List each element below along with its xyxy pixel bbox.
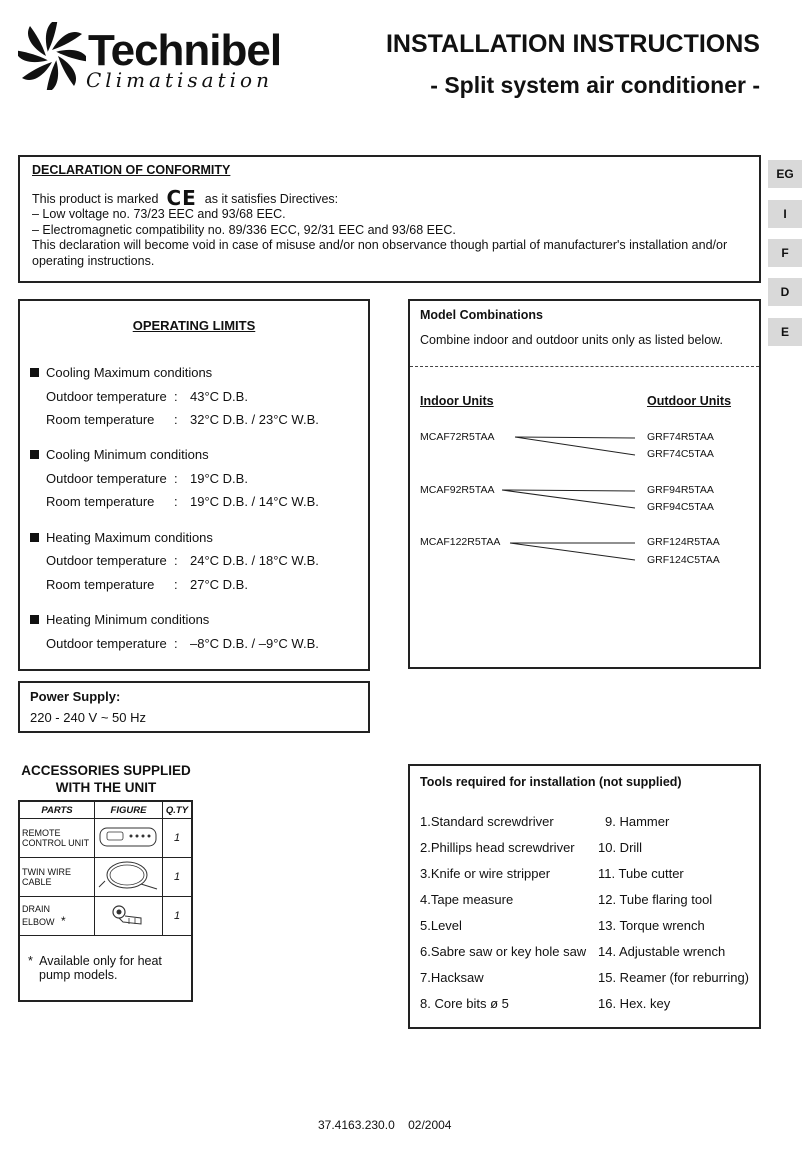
outdoor-unit: GRF94R5TAA xyxy=(647,484,714,496)
declaration-line2: – Low voltage no. 73/23 EEC and 93/68 EEC. xyxy=(32,207,286,221)
limit-row: Room temperature : 32°C D.B. / 23°C W.B. xyxy=(46,412,319,427)
bullet-square-icon xyxy=(30,533,39,542)
limit-row: Outdoor temperature : 43°C D.B. xyxy=(46,389,248,404)
table-row: DRAIN ELBOW * 1 xyxy=(20,897,191,936)
page-title: INSTALLATION INSTRUCTIONS xyxy=(385,30,760,58)
declaration-line3: – Electromagnetic compatibility no. 89/336 ECC, 92/31 EEC and 93/68 EEC. xyxy=(32,222,456,237)
tool-item: 6.Sabre saw or key hole saw xyxy=(420,944,587,959)
limit-row: Outdoor temperature : 19°C D.B. xyxy=(46,471,248,486)
tool-item: 2.Phillips head screwdriver xyxy=(420,840,575,855)
logo-sunburst-icon xyxy=(18,22,86,90)
tab-lang-d[interactable]: D xyxy=(768,278,802,306)
document-code: 37.4163.230.0 xyxy=(318,1118,395,1132)
operating-limits-title: OPERATING LIMITS xyxy=(132,318,256,333)
tab-lang-eg[interactable]: EG xyxy=(768,160,802,188)
tool-item: 15. Reamer (for reburring) xyxy=(598,970,749,985)
indoor-unit: MCAF72R5TAA xyxy=(420,431,495,443)
outdoor-unit: GRF124R5TAA xyxy=(647,536,720,548)
accessories-table xyxy=(20,802,191,936)
declaration-line4: This declaration will become void in case of misuse and/or non observance though partial of manufacturer's installation and/or operating instructions. xyxy=(32,238,728,268)
limit-row: Outdoor temperature : 24°C D.B. / 18°C W.B. xyxy=(46,553,319,568)
cooling-max-heading: Cooling Maximum conditions xyxy=(30,365,212,380)
declaration-title: DECLARATION OF CONFORMITY xyxy=(32,163,231,177)
tab-lang-f[interactable]: F xyxy=(768,239,802,267)
heating-max-heading: Heating Maximum conditions xyxy=(30,530,213,545)
brand-subtitle: Climatisation xyxy=(86,68,273,92)
declaration-of-conformity xyxy=(18,155,761,283)
twin-wire-cable-icon xyxy=(97,859,159,893)
limit-row: Outdoor temperature : –8°C D.B. / –9°C W.B. xyxy=(46,636,319,651)
tool-item: 4.Tape measure xyxy=(420,892,514,907)
tool-item: 8. Core bits ø 5 xyxy=(420,996,509,1011)
accessories-table-panel xyxy=(18,800,193,1002)
power-supply-value: 220 - 240 V ~ 50 Hz xyxy=(30,710,146,725)
model-combinations-desc: Combine indoor and outdoor units only as listed below. xyxy=(420,333,723,347)
col-header: Q.TY xyxy=(163,802,192,819)
tool-item: 3.Knife or wire stripper xyxy=(420,866,551,881)
bullet-square-icon xyxy=(30,450,39,459)
indoor-unit: MCAF122R5TAA xyxy=(420,536,501,548)
tool-item: 9. Hammer xyxy=(605,814,670,829)
indoor-unit: MCAF92R5TAA xyxy=(420,484,495,496)
accessories-title: ACCESSORIES SUPPLIED WITH THE UNIT xyxy=(21,763,191,795)
outdoor-unit: GRF94C5TAA xyxy=(647,501,714,513)
remote-control-icon xyxy=(97,824,159,850)
tool-item: 1.Standard screwdriver xyxy=(420,814,554,829)
tool-item: 13. Torque wrench xyxy=(598,918,705,933)
tab-lang-i[interactable]: I xyxy=(768,200,802,228)
ce-mark-icon: CE xyxy=(166,185,197,210)
power-supply-panel xyxy=(18,681,370,733)
accessories-note: * Available only for heat pump models. xyxy=(28,954,162,982)
tool-item: 7.Hacksaw xyxy=(420,970,484,985)
outdoor-unit: GRF124C5TAA xyxy=(647,554,720,566)
tool-item: 14. Adjustable wrench xyxy=(598,944,726,959)
combination-lines xyxy=(410,301,759,667)
power-supply-title: Power Supply: xyxy=(30,689,121,704)
outdoor-unit: GRF74R5TAA xyxy=(647,431,714,443)
model-combinations-title: Model Combinations xyxy=(420,308,543,322)
limit-row: Room temperature : 19°C D.B. / 14°C W.B. xyxy=(46,494,319,509)
tool-item: 16. Hex. key xyxy=(598,996,671,1011)
operating-limits-panel xyxy=(18,299,370,671)
declaration-line1-post: as it satisfies Directives: xyxy=(204,191,339,206)
outdoor-unit: GRF74C5TAA xyxy=(647,448,714,460)
bullet-square-icon xyxy=(30,615,39,624)
col-header: PARTS xyxy=(20,802,95,819)
cooling-min-heading: Cooling Minimum conditions xyxy=(30,447,209,462)
tool-item: 12. Tube flaring tool xyxy=(598,892,713,907)
tools-title: Tools required for installation (not supplied) xyxy=(420,775,682,789)
asterisk-mark: * xyxy=(61,914,66,928)
tool-item: 11. Tube cutter xyxy=(598,866,684,881)
model-combinations-panel xyxy=(408,299,761,669)
document-date: 02/2004 xyxy=(408,1118,452,1132)
table-row: TWIN WIRE CABLE 1 xyxy=(20,858,191,897)
bullet-square-icon xyxy=(30,368,39,377)
document-footer xyxy=(318,1118,451,1132)
col-header: FIGURE xyxy=(95,802,163,819)
tool-item: 10. Drill xyxy=(598,840,643,855)
table-row: REMOTE CONTROL UNIT 1 xyxy=(20,819,191,858)
tool-item: 5.Level xyxy=(420,918,462,933)
outdoor-units-header: Outdoor Units xyxy=(647,394,732,408)
tab-lang-e[interactable]: E xyxy=(768,318,802,346)
drain-elbow-icon xyxy=(97,900,159,930)
page-subtitle: - Split system air conditioner - xyxy=(430,72,760,98)
brand-name: Technibel xyxy=(88,26,282,75)
indoor-units-header: Indoor Units xyxy=(420,394,494,408)
limit-row: Room temperature : 27°C D.B. xyxy=(46,577,248,592)
tools-panel xyxy=(408,764,761,1029)
declaration-line1-pre: This product is marked xyxy=(32,191,159,206)
heating-min-heading: Heating Minimum conditions xyxy=(30,612,209,627)
